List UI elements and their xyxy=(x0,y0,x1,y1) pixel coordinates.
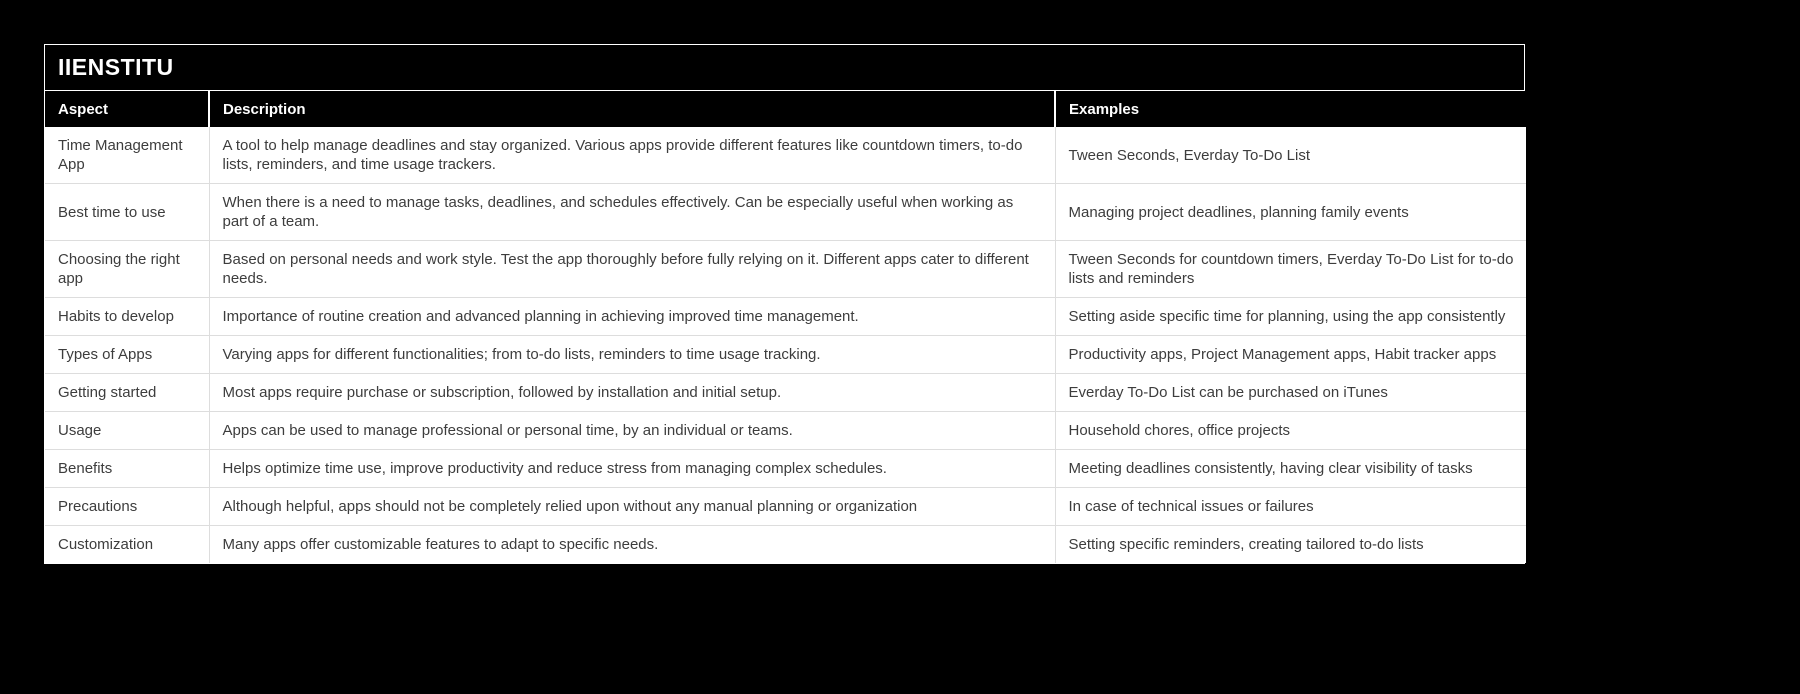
table-row xyxy=(45,336,1526,374)
cell-aspect: Time Management App xyxy=(45,127,209,184)
cell-description: Although helpful, apps should not be completely relied upon without any manual planning or organization xyxy=(209,488,1055,526)
cell-aspect: Benefits xyxy=(45,450,209,488)
cell-aspect: Types of Apps xyxy=(45,336,209,374)
table-row xyxy=(45,298,1526,336)
cell-examples: Meeting deadlines consistently, having clear visibility of tasks xyxy=(1055,450,1526,488)
cell-aspect: Precautions xyxy=(45,488,209,526)
cell-aspect: Best time to use xyxy=(45,184,209,241)
cell-aspect: Getting started xyxy=(45,374,209,412)
table-card xyxy=(44,44,1525,564)
cell-description: Helps optimize time use, improve productivity and reduce stress from managing complex schedules. xyxy=(209,450,1055,488)
cell-description: Most apps require purchase or subscription, followed by installation and initial setup. xyxy=(209,374,1055,412)
table-row xyxy=(45,450,1526,488)
table-row xyxy=(45,526,1526,564)
cell-examples: Tween Seconds for countdown timers, Everday To-Do List for to-do lists and reminders xyxy=(1055,241,1526,298)
table-row xyxy=(45,488,1526,526)
table-header xyxy=(45,91,1526,127)
cell-examples: Setting specific reminders, creating tailored to-do lists xyxy=(1055,526,1526,564)
cell-examples: In case of technical issues or failures xyxy=(1055,488,1526,526)
cell-aspect: Choosing the right app xyxy=(45,241,209,298)
cell-aspect: Customization xyxy=(45,526,209,564)
cell-description: A tool to help manage deadlines and stay organized. Various apps provide different features like countdown timers, to-do lists, reminders, and time usage trackers. xyxy=(209,127,1055,184)
column-header-aspect: Aspect xyxy=(45,91,209,127)
header-row xyxy=(45,91,1526,127)
cell-description: When there is a need to manage tasks, deadlines, and schedules effectively. Can be especially useful when working as part of a team. xyxy=(209,184,1055,241)
cell-examples: Household chores, office projects xyxy=(1055,412,1526,450)
column-header-examples: Examples xyxy=(1055,91,1526,127)
comparison-table xyxy=(45,91,1526,563)
table-body xyxy=(45,127,1526,563)
table-row xyxy=(45,412,1526,450)
page-title: IIENSTITU xyxy=(45,45,1524,91)
cell-aspect: Habits to develop xyxy=(45,298,209,336)
cell-examples: Everday To-Do List can be purchased on iTunes xyxy=(1055,374,1526,412)
table-row xyxy=(45,241,1526,298)
cell-examples: Productivity apps, Project Management apps, Habit tracker apps xyxy=(1055,336,1526,374)
column-header-description: Description xyxy=(209,91,1055,127)
cell-description: Importance of routine creation and advanced planning in achieving improved time management. xyxy=(209,298,1055,336)
cell-aspect: Usage xyxy=(45,412,209,450)
table-row xyxy=(45,184,1526,241)
table-row xyxy=(45,374,1526,412)
cell-description: Varying apps for different functionalities; from to-do lists, reminders to time usage tracking. xyxy=(209,336,1055,374)
cell-description: Many apps offer customizable features to adapt to specific needs. xyxy=(209,526,1055,564)
cell-examples: Tween Seconds, Everday To-Do List xyxy=(1055,127,1526,184)
cell-description: Apps can be used to manage professional or personal time, by an individual or teams. xyxy=(209,412,1055,450)
cell-examples: Managing project deadlines, planning family events xyxy=(1055,184,1526,241)
cell-examples: Setting aside specific time for planning, using the app consistently xyxy=(1055,298,1526,336)
cell-description: Based on personal needs and work style. Test the app thoroughly before fully relying on it. Different apps cater to different needs. xyxy=(209,241,1055,298)
table-row xyxy=(45,127,1526,184)
